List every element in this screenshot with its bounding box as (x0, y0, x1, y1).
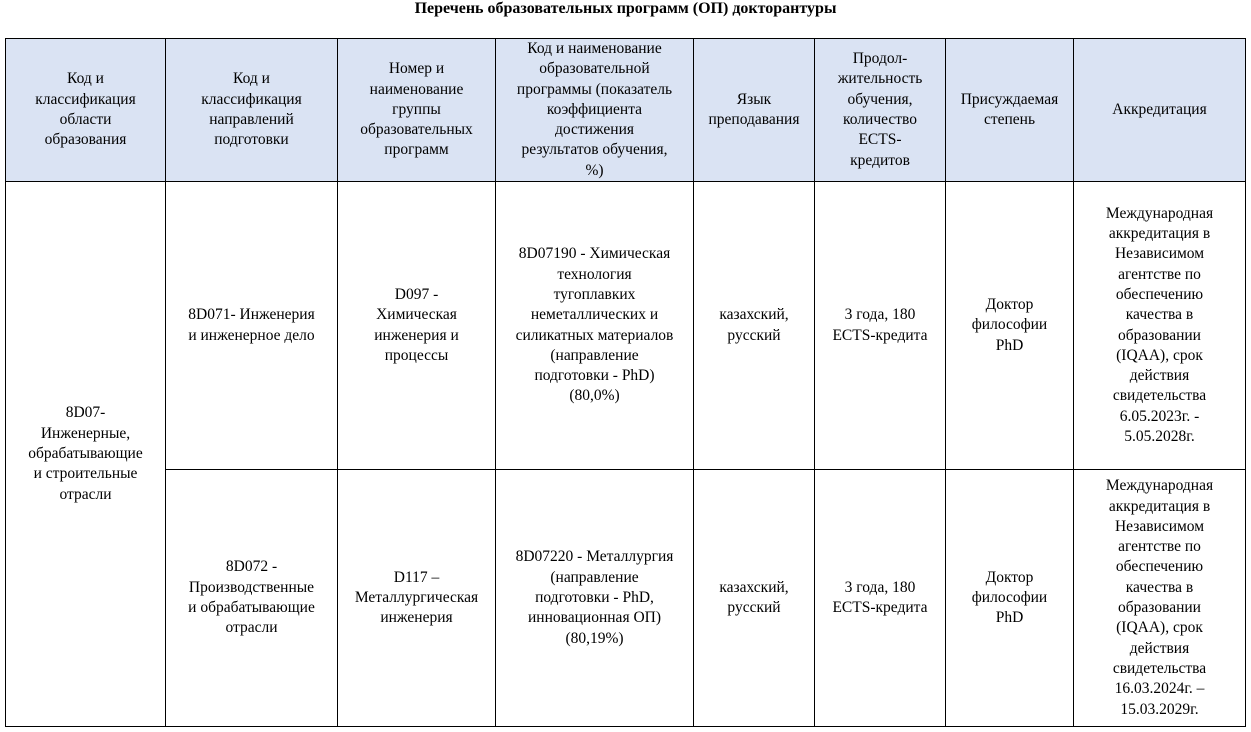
document-title: Перечень образовательных программ (ОП) докторантуры (414, 0, 837, 17)
program-cell: 8D07190 - Химическая технология тугоплавких неметаллических и силикатных материалов (направление подготовки - PhD) (80,0%) (496, 182, 694, 470)
field-cell: 8D07- Инженерные, обрабатывающие и строительные отрасли (6, 182, 166, 727)
direction-cell: 8D072 - Производственные и обрабатывающие отрасли (166, 470, 338, 727)
table-row (6, 182, 1246, 470)
programs-table (5, 38, 1246, 727)
accreditation-cell: Международная аккредитация в Независимом агентстве по обеспечению качества в образовании (IQAA), срок действия свидетельства 6.05.2023г. - 5.05.2028г. (1074, 182, 1246, 470)
header-duration: Продол- жительность обучения, количество ECTS- кредитов (815, 39, 946, 182)
accreditation-cell: Международная аккредитация в Независимом агентстве по обеспечению качества в образовании (IQAA), срок действия свидетельства 16.03.2024г. – 15.03.2029г. (1074, 470, 1246, 727)
table-row (6, 470, 1246, 727)
degree-cell: Доктор философии PhD (946, 182, 1074, 470)
duration-cell: 3 года, 180 ECTS-кредита (815, 182, 946, 470)
language-cell: казахский, русский (694, 182, 815, 470)
language-cell: казахский, русский (694, 470, 815, 727)
group-cell: D117 – Металлургическая инженерия (338, 470, 496, 727)
degree-cell: Доктор философии PhD (946, 470, 1074, 727)
header-program-group: Номер и наименование группы образовательных программ (338, 39, 496, 182)
group-cell: D097 - Химическая инженерия и процессы (338, 182, 496, 470)
program-cell: 8D07220 - Металлургия (направление подготовки - PhD, инновационная ОП) (80,19%) (496, 470, 694, 727)
direction-cell: 8D071- Инженерия и инженерное дело (166, 182, 338, 470)
header-accreditation: Аккредитация (1074, 39, 1246, 182)
duration-cell: 3 года, 180 ECTS-кредита (815, 470, 946, 727)
header-direction-code: Код и классификация направлений подготовки (166, 39, 338, 182)
header-field-code: Код и классификация области образования (6, 39, 166, 182)
header-program-name: Код и наименование образовательной программы (показатель коэффициента достижения результатов обучения, %) (496, 39, 694, 182)
table-header-row (6, 39, 1246, 182)
header-degree: Присуждаемая степень (946, 39, 1074, 182)
header-language: Язык преподавания (694, 39, 815, 182)
